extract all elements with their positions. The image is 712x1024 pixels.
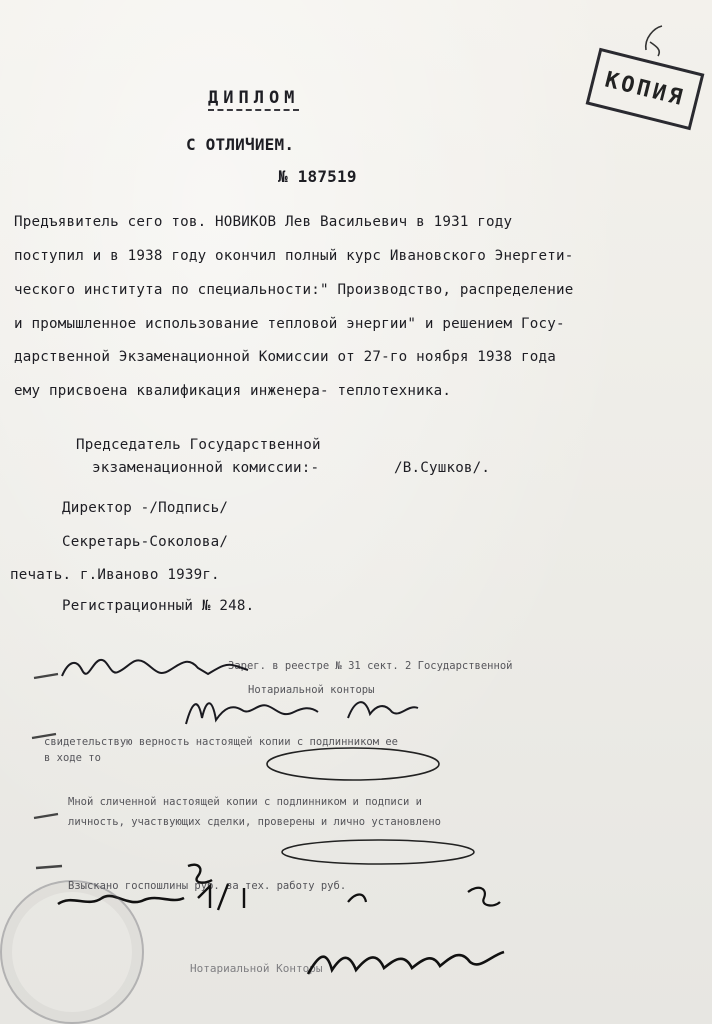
chairman-line-2: экзаменационной комиссии:- [92,460,320,476]
document-title: ДИПЛОМ [208,88,300,108]
body-line: ческого института по специальности:" Производство, распределение [14,282,574,298]
body-line: поступил и в 1938 году окончил полный курс Ивановского Энергети- [14,248,574,264]
copy-stamp [586,48,705,130]
notary-certification-stamp [28,648,516,920]
round-seal [0,880,144,1024]
body-line: Предъявитель сего тов. НОВИКОВ Лев Васильевич в 1931 году [14,214,513,230]
body-line: и промышленное использование тепловой энергии" и решением Госу- [14,316,565,332]
body-line: дарственной Экзаменационной Комиссии от 27-го ноября 1938 года [14,349,556,365]
faint-office-line: Нотариальной Конторы [190,962,323,975]
seal-place-line: печать. г.Иваново 1939г. [10,567,220,583]
notary-name-handwritten-icon [178,688,478,734]
handwritten-scribble [58,648,288,688]
corner-handwritten-mark [640,20,670,60]
chairman-line-1: Председатель Государственной [76,437,321,453]
bottom-signature-icon [300,930,520,1000]
chairman-signature: /В.Сушков/. [394,460,491,476]
cert-line-regno: Зарег. в реестре № 31 сект. 2 Государственной [228,660,513,672]
registration-line: Регистрационный № 248. [62,598,255,614]
secretary-line: Секретарь-Соколова/ [62,534,229,550]
document-number: № 187519 [278,167,357,186]
loop-signature-icon [258,740,458,786]
cert-line-notary: Нотариальной конторы [248,684,375,696]
cert-line-identity: личность, участвующих сделки, проверены и лично установлено [68,816,441,828]
body-line: ему присвоена квалификация инженера- теплотехника. [14,383,452,399]
cert-line-v: в ходе то [44,752,101,764]
copy-stamp-text: КОПИЯ [602,67,688,111]
director-line: Директор -/Подпись/ [62,500,229,516]
stamp-edge-marks [28,668,68,888]
cert-line-notice: Мной сличенной настоящей копии с подлинником и подписи и [68,796,423,808]
cert-line-verify: свидетельствую верность настоящей копии с подлинником ее [44,736,399,748]
document-subtitle: С ОТЛИЧИЕМ. [186,135,295,154]
cert-line-fee: Взыскано госпошлины руб. за тех. работу руб. [68,880,347,892]
